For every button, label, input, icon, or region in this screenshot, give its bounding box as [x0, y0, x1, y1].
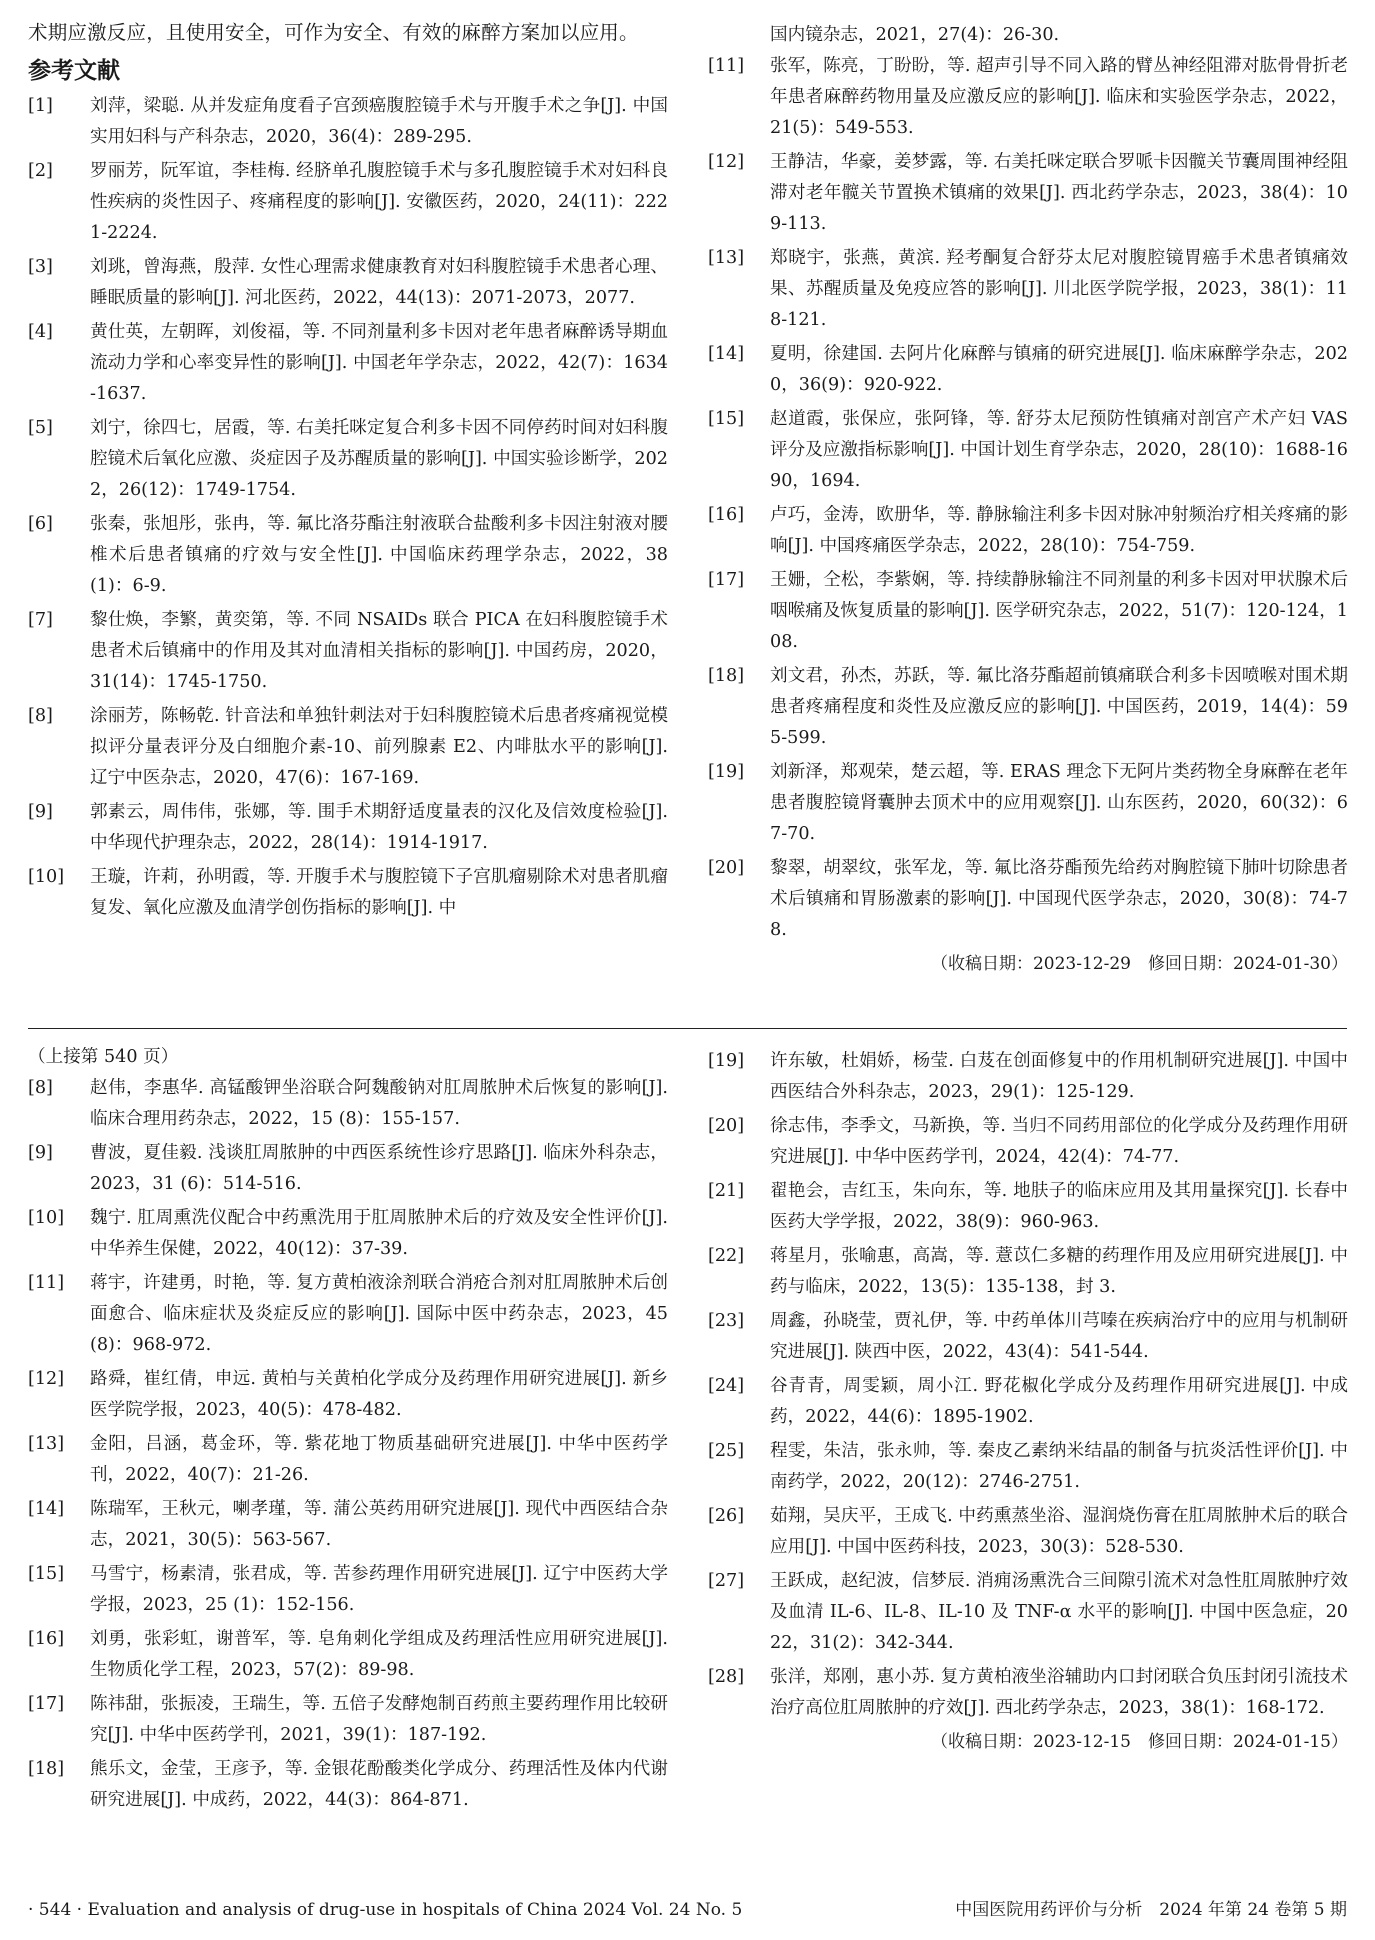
reference-text: 周鑫，孙晓莹，贾礼伊，等. 中药单体川芎嗪在疾病治疗中的应用与机制研究进展[J]. 陕西中医，2022，43(4)：541-544. [770, 1311, 1348, 1362]
reference-text: 王跃成，赵纪波，信梦辰. 消痈汤熏洗合三间隙引流术对急性肛周脓肿疗效及血清 IL-6、IL-8、IL-10 及 TNF-α 水平的影响[J]. 中国中医急症，2022，31(2)：342-344. [770, 1571, 1348, 1653]
reference-item [28, 1073, 668, 1135]
reference-item [708, 51, 1348, 144]
reference-number: [24] [708, 1376, 745, 1396]
reference-text: 路舜，崔红倩，申远. 黄柏与关黄柏化学成分及药理作用研究进展[J]. 新乡医学院学报，2023，40(5)：478-482. [90, 1369, 668, 1420]
reference-text: 张洋，郑刚，惠小苏. 复方黄柏液坐浴辅助内口封闭联合负压封闭引流技术治疗高位肛周脓肿的疗效[J]. 西北药学杂志，2023，38(1)：168-172. [770, 1667, 1348, 1718]
reference-text: 徐志伟，李季文，马新换，等. 当归不同药用部位的化学成分及药理作用研究进展[J]. 中华中医药学刊，2024，42(4)：74-77. [770, 1116, 1348, 1167]
reference-number: [12] [708, 152, 745, 172]
bottom-left-column [28, 1042, 668, 1819]
reference-item [28, 413, 668, 506]
reference-text: 魏宁. 肛周熏洗仪配合中药熏洗用于肛周脓肿术后的疗效及安全性评价[J]. 中华养生保健，2022，40(12)：37-39. [90, 1208, 668, 1259]
reference-text: 刘新泽，郑观荣，楚云超，等. ERAS 理念下无阿片类药物全身麻醉在老年患者腹腔镜肾囊肿去顶术中的应用观察[J]. 山东医药，2020，60(32)：67-70. [770, 762, 1348, 844]
received-date: （收稿日期：2023-12-15 修回日期：2024-01-15） [930, 1732, 1348, 1752]
reference-number: [9] [28, 802, 53, 822]
reference-text: 郭素云，周伟伟，张娜，等. 围手术期舒适度量表的汉化及信效度检验[J]. 中华现代护理杂志，2022，28(14)：1914-1917. [90, 802, 668, 853]
reference-text: 夏明，徐建国. 去阿片化麻醉与镇痛的研究进展[J]. 临床麻醉学杂志，2020，36(9)：920-922. [770, 344, 1348, 395]
continued-from-note: （上接第 540 页） [28, 1047, 179, 1067]
reference-text: 张军，陈亮，丁盼盼，等. 超声引导不同入路的臂丛神经阻滞对肱骨骨折老年患者麻醉药物用量及应激反应的影响[J]. 临床和实验医学杂志，2022，21(5)：549-553. [770, 56, 1348, 138]
reference-item [708, 404, 1348, 497]
reference-list [708, 51, 1348, 946]
reference-text: 谷青青，周雯颖，周小江. 野花椒化学成分及药理作用研究进展[J]. 中成药，2022，44(6)：1895-1902. [770, 1376, 1348, 1427]
reference-item [28, 156, 668, 249]
reference-list [708, 1046, 1348, 1724]
reference-item [708, 1566, 1348, 1659]
reference-number: [10] [28, 1208, 65, 1228]
reference-number: [15] [28, 1564, 65, 1584]
reference-number: [20] [708, 858, 745, 878]
reference-item [28, 1559, 668, 1621]
reference-item [28, 1494, 668, 1556]
reference-item [708, 147, 1348, 240]
reference-number: [11] [28, 1273, 65, 1293]
reference-list [28, 1073, 668, 1816]
reference-number: [8] [28, 1078, 53, 1098]
reference-item [708, 1176, 1348, 1238]
reference-text: 王静洁，华豪，姜梦露，等. 右美托咪定联合罗哌卡因髋关节囊周围神经阻滞对老年髋关节置换术镇痛的效果[J]. 西北药学杂志，2023，38(4)：109-113. [770, 152, 1348, 234]
received-date: （收稿日期：2023-12-29 修回日期：2024-01-30） [930, 954, 1348, 974]
reference-item [708, 1371, 1348, 1433]
reference-number: [23] [708, 1311, 745, 1331]
reference-number: [13] [708, 248, 745, 268]
reference-number: [16] [708, 505, 745, 525]
reference-text: 王姗，仝松，李紫娴，等. 持续静脉输注不同剂量的利多卡因对甲状腺术后咽喉痛及恢复质量的影响[J]. 医学研究杂志，2022，51(7)：120-124，108. [770, 570, 1348, 652]
reference-text: 赵道霞，张保应，张阿锋，等. 舒芬太尼预防性镇痛对剖宫产术产妇 VAS 评分及应激指标影响[J]. 中国计划生育学杂志，2020，28(10)：1688-1690，1694. [770, 409, 1348, 491]
reference-item [708, 1436, 1348, 1498]
reference-number: [4] [28, 322, 53, 342]
reference-number: [17] [708, 570, 745, 590]
reference-text: 程雯，朱洁，张永帅，等. 秦皮乙素纳米结晶的制备与抗炎活性评价[J]. 中南药学，2022，20(12)：2746-2751. [770, 1441, 1348, 1492]
top-left-column [28, 16, 668, 927]
reference-number: [26] [708, 1506, 745, 1526]
reference-number: [9] [28, 1143, 53, 1163]
reference-item [28, 317, 668, 410]
reference-number: [13] [28, 1434, 65, 1454]
reference-item [28, 1268, 668, 1361]
reference-text: 陈祎甜，张振凌，王瑞生，等. 五倍子发酵炮制百药煎主要药理作用比较研究[J]. 中华中医药学刊，2021，39(1)：187-192. [90, 1694, 668, 1745]
reference-number: [18] [28, 1759, 65, 1779]
reference-number: [11] [708, 56, 745, 76]
reference-text: 茹翔，吴庆平，王成飞. 中药熏蒸坐浴、湿润烧伤膏在肛周脓肿术后的联合应用[J]. 中国中医药科技，2023，30(3)：528-530. [770, 1506, 1348, 1557]
reference-item [28, 252, 668, 314]
footer-journal-chinese: 中国医院用药评价与分析 2024 年第 24 卷第 5 期 [955, 1900, 1347, 1920]
reference-text: 蒋星月，张喻惠，高嵩，等. 薏苡仁多糖的药理作用及应用研究进展[J]. 中药与临床，2022，13(5)：135-138，封 3. [770, 1246, 1348, 1297]
reference-text: 赵伟，李惠华. 高锰酸钾坐浴联合阿魏酸钠对肛周脓肿术后恢复的影响[J]. 临床合理用药杂志，2022，15 (8)：155-157. [90, 1078, 668, 1129]
reference-item [28, 1429, 668, 1491]
reference-number: [10] [28, 867, 65, 887]
intro-paragraph: 术期应激反应，且使用安全，可作为安全、有效的麻醉方案加以应用。 [28, 21, 639, 44]
reference-text: 刘宁，徐四七，居霞，等. 右美托咪定复合利多卡因不同停药时间对妇科腹腔镜术后氧化应激、炎症因子及苏醒质量的影响[J]. 中国实验诊断学，2022，26(12)：1749-1754. [90, 418, 668, 500]
reference-number: [20] [708, 1116, 745, 1136]
reference-number: [3] [28, 257, 53, 277]
reference-text: 王璇，许莉，孙明霞，等. 开腹手术与腹腔镜下子宫肌瘤剔除术对患者肌瘤复发、氧化应激及血清学创伤指标的影响[J]. 中 [90, 867, 668, 918]
reference-text: 黎翠，胡翠纹，张军龙，等. 氟比洛芬酯预先给药对胸腔镜下肺叶切除患者术后镇痛和胃肠激素的影响[J]. 中国现代医学杂志，2020，30(8)：74-78. [770, 858, 1348, 940]
reference-item [28, 605, 668, 698]
reference-number: [17] [28, 1694, 65, 1714]
reference-text: 罗丽芳，阮军谊，李桂梅. 经脐单孔腹腔镜手术与多孔腹腔镜手术对妇科良性疾病的炎性因子、疼痛程度的影响[J]. 安徽医药，2020，24(11)：2221-2224. [90, 161, 668, 243]
reference-text: 郑晓宇，张燕，黄滨. 羟考酮复合舒芬太尼对腹腔镜胃癌手术患者镇痛效果、苏醒质量及免疫应答的影响[J]. 川北医学院学报，2023，38(1)：118-121. [770, 248, 1348, 330]
reference-number: [27] [708, 1571, 745, 1591]
reference-item [708, 1241, 1348, 1303]
reference-item [28, 797, 668, 859]
reference-item [708, 1501, 1348, 1563]
reference-item [708, 661, 1348, 754]
reference-number: [6] [28, 514, 53, 534]
reference-number: [16] [28, 1629, 65, 1649]
reference-item [708, 565, 1348, 658]
reference-number: [15] [708, 409, 745, 429]
reference-number: [19] [708, 1051, 745, 1071]
reference-number: [25] [708, 1441, 745, 1461]
reference-number: [7] [28, 610, 53, 630]
reference-item [708, 1662, 1348, 1724]
reference-text: 曹波，夏佳毅. 浅谈肛周脓肿的中西医系统性诊疗思路[J]. 临床外科杂志，2023，31 (6)：514-516. [90, 1143, 668, 1194]
reference-text: 陈瑞军，王秋元，喇孝瑾，等. 蒲公英药用研究进展[J]. 现代中西医结合杂志，2021，30(5)：563-567. [90, 1499, 668, 1550]
reference-number: [14] [28, 1499, 65, 1519]
reference-number: [5] [28, 418, 53, 438]
reference-item [708, 339, 1348, 401]
section-divider [28, 1028, 1347, 1029]
reference-number: [1] [28, 96, 53, 116]
reference-text: 涂丽芳，陈畅乾. 针音法和单独针刺法对于妇科腹腔镜术后患者疼痛视觉模拟评分量表评分及白细胞介素-10、前列腺素 E2、内啡肽水平的影响[J]. 辽宁中医杂志，2020，47(6)：167-169. [90, 706, 668, 788]
top-right-column [708, 20, 1348, 979]
reference-item [28, 1203, 668, 1265]
reference-item [28, 701, 668, 794]
reference-continuation: 国内镜杂志，2021，27(4)：26-30. [770, 25, 1060, 45]
reference-item [708, 757, 1348, 850]
reference-text: 黎仕焕，李繁，黄奕第，等. 不同 NSAIDs 联合 PICA 在妇科腹腔镜手术患者术后镇痛中的作用及其对血清相关指标的影响[J]. 中国药房，2020，31(14)：1745-1750. [90, 610, 668, 692]
reference-item [708, 243, 1348, 336]
reference-number: [14] [708, 344, 745, 364]
reference-item [28, 509, 668, 602]
reference-text: 蒋宇，许建勇，时艳，等. 复方黄柏液涂剂联合消疮合剂对肛周脓肿术后创面愈合、临床症状及炎症反应的影响[J]. 国际中医中药杂志，2023，45(8)：968-972. [90, 1273, 668, 1355]
reference-number: [19] [708, 762, 745, 782]
reference-text: 金阳，吕涵，葛金环，等. 紫花地丁物质基础研究进展[J]. 中华中医药学刊，2022，40(7)：21-26. [90, 1434, 668, 1485]
reference-item [28, 1138, 668, 1200]
reference-item [28, 1364, 668, 1426]
reference-list [28, 91, 668, 924]
reference-number: [21] [708, 1181, 745, 1201]
reference-text: 翟艳会，吉红玉，朱向东，等. 地肤子的临床应用及其用量探究[J]. 长春中医药大学学报，2022，38(9)：960-963. [770, 1181, 1348, 1232]
bottom-right-column [708, 1046, 1348, 1757]
reference-number: [18] [708, 666, 745, 686]
reference-text: 刘珧，曾海燕，殷萍. 女性心理需求健康教育对妇科腹腔镜手术患者心理、睡眠质量的影响[J]. 河北医药，2022，44(13)：2071-2073，2077. [90, 257, 668, 308]
reference-number: [8] [28, 706, 53, 726]
reference-text: 刘萍，梁聪. 从并发症角度看子宫颈癌腹腔镜手术与开腹手术之争[J]. 中国实用妇科与产科杂志，2020，36(4)：289-295. [90, 96, 668, 147]
reference-item [708, 1111, 1348, 1173]
reference-item [708, 853, 1348, 946]
reference-text: 熊乐文，金莹，王彦予，等. 金银花酚酸类化学成分、药理活性及体内代谢研究进展[J]. 中成药，2022，44(3)：864-871. [90, 1759, 668, 1810]
reference-item [708, 1306, 1348, 1368]
reference-number: [28] [708, 1667, 745, 1687]
reference-text: 刘文君，孙杰，苏跃，等. 氟比洛芬酯超前镇痛联合利多卡因喷喉对围术期患者疼痛程度和炎性及应激反应的影响[J]. 中国医药，2019，14(4)：595-599. [770, 666, 1348, 748]
reference-text: 马雪宁，杨素清，张君成，等. 苦参药理作用研究进展[J]. 辽宁中医药大学学报，2023，25 (1)：152-156. [90, 1564, 668, 1615]
reference-text: 刘勇，张彩虹，谢普军，等. 皂角刺化学组成及药理活性应用研究进展[J]. 生物质化学工程，2023，57(2)：89-98. [90, 1629, 668, 1680]
reference-text: 黄仕英，左朝晖，刘俊福，等. 不同剂量利多卡因对老年患者麻醉诱导期血流动力学和心率变异性的影响[J]. 中国老年学杂志，2022，42(7)：1634-1637. [90, 322, 668, 404]
reference-item [28, 1754, 668, 1816]
references-heading: 参考文献 [28, 58, 120, 84]
reference-text: 张秦，张旭彤，张冉，等. 氟比洛芬酯注射液联合盐酸利多卡因注射液对腰椎术后患者镇痛的疗效与安全性[J]. 中国临床药理学杂志，2022，38(1)：6-9. [90, 514, 668, 596]
reference-item [708, 500, 1348, 562]
reference-text: 许东敏，杜娟娇，杨莹. 白芨在创面修复中的作用机制研究进展[J]. 中国中西医结合外科杂志，2023，29(1)：125-129. [770, 1051, 1348, 1102]
reference-text: 卢巧，金涛，欧册华，等. 静脉输注利多卡因对脉冲射频治疗相关疼痛的影响[J]. 中国疼痛医学杂志，2022，28(10)：754-759. [770, 505, 1348, 556]
reference-item [28, 1689, 668, 1751]
reference-number: [2] [28, 161, 53, 181]
reference-item [708, 1046, 1348, 1108]
reference-number: [12] [28, 1369, 65, 1389]
reference-item [28, 1624, 668, 1686]
footer-journal-english: · 544 · Evaluation and analysis of drug-use in hospitals of China 2024 Vol. 24 No. 5 [28, 1900, 743, 1920]
reference-number: [22] [708, 1246, 745, 1266]
reference-item [28, 862, 668, 924]
reference-item [28, 91, 668, 153]
